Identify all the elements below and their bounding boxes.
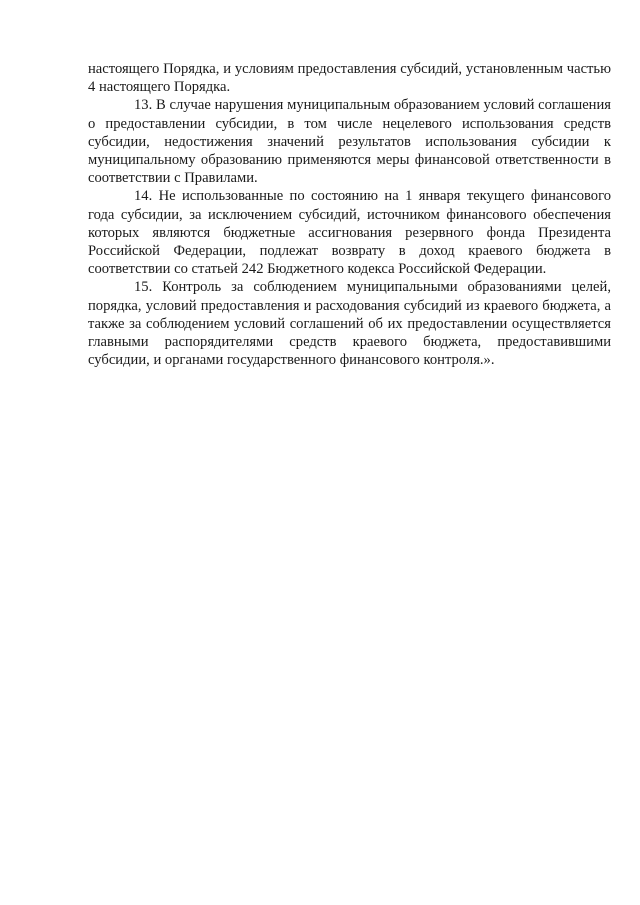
paragraph-14: 14. Не использованные по состоянию на 1 января текущего финансового года субсидии, за исключением субсидий, источником финансового обеспечения которых являются бюджетные ассигнования резервного фонда Президента Российской Федерации, подлежат возврату в доход краевого бюджета в соответствии со статьей 242 Бюджетного кодекса Российской Федерации. xyxy=(88,188,611,278)
paragraph-15: 15. Контроль за соблюдением муниципальными образованиями целей, порядка, условий предоставления и расходования субсидий из краевого бюджета, а также за соблюдением условий соглашений об их предоставлении осуществляется главными распорядителями средств краевого бюджета, предоставившими субсидии, и органами государственного финансового контроля.». xyxy=(88,279,611,369)
paragraph-13: 13. В случае нарушения муниципальным образованием условий соглашения о предоставлении субсидии, в том числе нецелевого использования средств субсидии, недостижения значений результатов использования субсидии к муниципальному образованию применяются меры финансовой ответственности в соответствии с Правилами. xyxy=(88,97,611,187)
document-page xyxy=(88,60,611,369)
paragraph-continuation: настоящего Порядка, и условиям предоставления субсидий, установленным частью 4 настоящего Порядка. xyxy=(88,61,611,96)
